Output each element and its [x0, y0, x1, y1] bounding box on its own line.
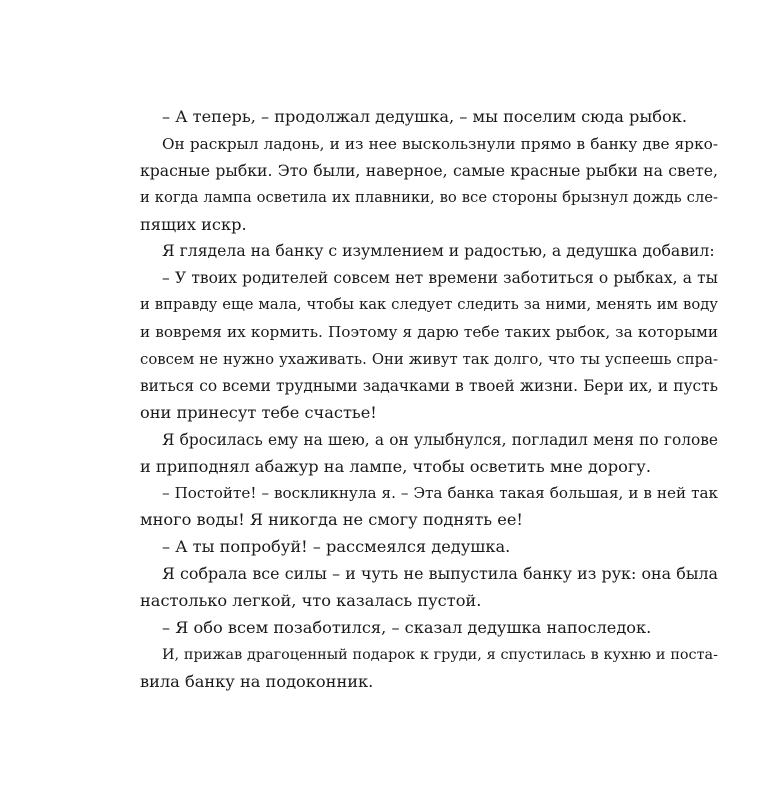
text-line: они принесут тебе счастье! — [140, 402, 377, 422]
text-line: Он раскрыл ладонь, и из нее выскользнули прямо в банку две ярко- — [162, 134, 718, 153]
text-line: – А ты попробуй! – рассмеялся дедушка. — [162, 537, 511, 557]
text-line: и когда лампа осветила их плавники, во все стороны брызнул дождь сле- — [140, 188, 718, 206]
text-line: Я глядела на банку с изумлением и радостью, а дедушка добавил: — [162, 241, 715, 261]
text-line: виться со всеми трудными задачками в твоей жизни. Бери их, и пусть — [140, 376, 718, 395]
text-line: совсем не нужно ухаживать. Они живут так долго, что ты успеешь спра- — [140, 350, 718, 369]
text-line: настолько легкой, что казалась пустой. — [140, 591, 482, 611]
text-line: вила банку на подоконник. — [140, 671, 374, 691]
text-line: Я собрала все силы – и чуть не выпустила банку из рук: она была — [162, 564, 718, 584]
book-page-text — [140, 104, 718, 696]
text-line: – У твоих родителей совсем нет времени заботиться о рыбках, а ты — [162, 269, 718, 288]
text-line: – Я обо всем позаботился, – сказал дедушка напоследок. — [162, 617, 652, 637]
text-line: Я бросилась ему на шею, а он улыбнулся, погладил меня по голове — [162, 430, 718, 449]
text-line: и вправду еще мала, чтобы как следует следить за ними, менять им воду — [140, 296, 718, 314]
text-line: и приподнял абажур на лампе, чтобы осветить мне дорогу. — [140, 456, 651, 476]
text-line: пящих искр. — [140, 214, 247, 234]
text-line: – Постойте! – воскликнула я. – Эта банка такая большая, и в ней так — [162, 484, 718, 503]
text-line: И, прижав драгоценный подарок к груди, я спустилась в кухню и поста- — [162, 646, 718, 663]
text-line: красные рыбки. Это были, наверное, самые красные рыбки на свете, — [140, 160, 718, 180]
text-line: и вовремя их кормить. Поэтому я дарю тебе таких рыбок, за которыми — [140, 323, 718, 342]
text-line: много воды! Я никогда не смогу поднять ее! — [140, 510, 523, 530]
text-line: – А теперь, – продолжал дедушка, – мы поселим сюда рыбок. — [162, 107, 688, 126]
